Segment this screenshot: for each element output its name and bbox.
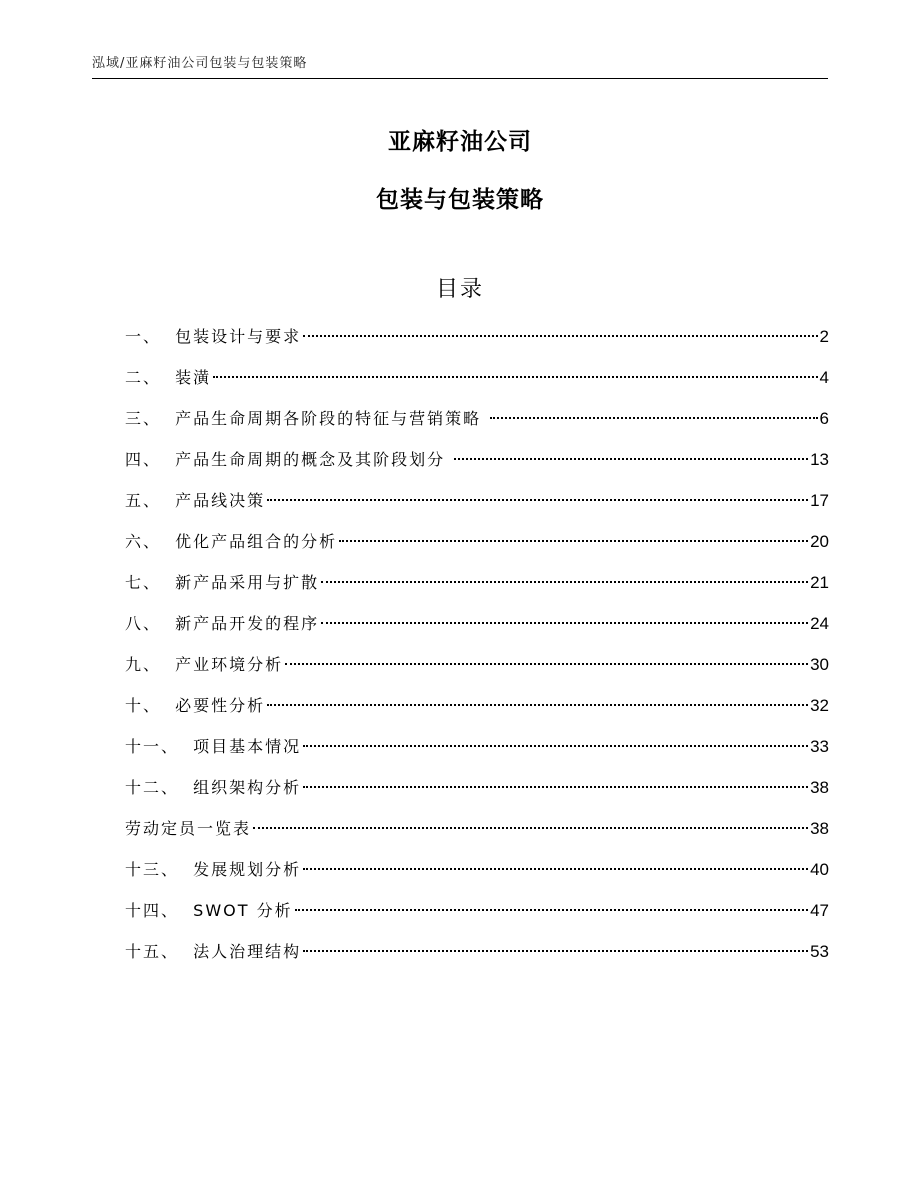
running-header: 泓域/亚麻籽油公司包装与包装策略 bbox=[92, 56, 308, 71]
toc-leader-dots bbox=[321, 581, 808, 583]
toc-entry-2[interactable] bbox=[125, 363, 829, 404]
toc-entry-label: 五、 产品线决策 bbox=[125, 491, 266, 510]
toc-entry-page: 53 bbox=[810, 942, 829, 961]
toc-entry-15[interactable] bbox=[125, 896, 829, 937]
toc-entry-page: 33 bbox=[810, 737, 829, 756]
toc-entry-page: 24 bbox=[810, 614, 829, 633]
toc-entry-9[interactable] bbox=[125, 650, 829, 691]
toc-entry-page: 2 bbox=[819, 327, 829, 346]
toc-leader-dots bbox=[213, 376, 817, 378]
toc-entry-label: 六、 优化产品组合的分析 bbox=[125, 532, 338, 551]
toc-entry-8[interactable] bbox=[125, 609, 829, 650]
toc-entry-label: 十三、 发展规划分析 bbox=[125, 860, 302, 879]
toc-entry-label: 八、 新产品开发的程序 bbox=[125, 614, 320, 633]
toc-entry-page: 40 bbox=[810, 860, 829, 879]
toc-leader-dots bbox=[454, 458, 808, 460]
toc-leader-dots bbox=[253, 827, 808, 829]
toc-leader-dots bbox=[285, 663, 808, 665]
toc-entry-page: 47 bbox=[810, 901, 829, 920]
toc-entry-page: 21 bbox=[810, 573, 829, 592]
toc-entry-page: 13 bbox=[810, 450, 829, 469]
toc-leader-dots bbox=[303, 786, 808, 788]
toc-entry-7[interactable] bbox=[125, 568, 829, 609]
toc-leader-dots bbox=[490, 417, 817, 419]
toc-entry-page: 17 bbox=[810, 491, 829, 510]
toc-leader-dots bbox=[321, 622, 808, 624]
toc-heading: 目录 bbox=[435, 277, 484, 302]
document-subtitle: 包装与包装策略 bbox=[376, 187, 544, 213]
toc-entry-page: 6 bbox=[819, 409, 829, 428]
toc-entry-page: 30 bbox=[810, 655, 829, 674]
toc-entry-12[interactable] bbox=[125, 773, 829, 814]
toc-entry-11[interactable] bbox=[125, 732, 829, 773]
toc-leader-dots bbox=[267, 499, 808, 501]
toc-entry-label: 一、 包装设计与要求 bbox=[125, 327, 302, 346]
table-of-contents bbox=[125, 322, 829, 978]
toc-entry-page: 20 bbox=[810, 532, 829, 551]
toc-entry-3[interactable] bbox=[125, 404, 829, 445]
toc-entry-14[interactable] bbox=[125, 855, 829, 896]
toc-leader-dots bbox=[303, 868, 808, 870]
toc-entry-page: 4 bbox=[819, 368, 829, 387]
toc-leader-dots bbox=[303, 745, 808, 747]
toc-leader-dots bbox=[303, 950, 808, 952]
toc-entry-label: 劳动定员一览表 bbox=[125, 819, 252, 838]
toc-leader-dots bbox=[339, 540, 808, 542]
toc-entry-label: 三、 产品生命周期各阶段的特征与营销策略 bbox=[125, 409, 489, 428]
toc-entry-16[interactable] bbox=[125, 937, 829, 978]
toc-leader-dots bbox=[267, 704, 808, 706]
toc-entry-label: 七、 新产品采用与扩散 bbox=[125, 573, 320, 592]
toc-entry-label: 二、 装潢 bbox=[125, 368, 212, 387]
header-rule bbox=[92, 78, 828, 79]
toc-entry-label: 十一、 项目基本情况 bbox=[125, 737, 302, 756]
toc-leader-dots bbox=[295, 909, 808, 911]
toc-entry-5[interactable] bbox=[125, 486, 829, 527]
toc-entry-label: 十五、 法人治理结构 bbox=[125, 942, 302, 961]
toc-entry-13[interactable] bbox=[125, 814, 829, 855]
toc-entry-label: 四、 产品生命周期的概念及其阶段划分 bbox=[125, 450, 453, 469]
toc-entry-page: 38 bbox=[810, 778, 829, 797]
toc-entry-page: 32 bbox=[810, 696, 829, 715]
toc-leader-dots bbox=[303, 335, 817, 337]
toc-entry-1[interactable] bbox=[125, 322, 829, 363]
toc-entry-10[interactable] bbox=[125, 691, 829, 732]
toc-entry-label: 九、 产业环境分析 bbox=[125, 655, 284, 674]
toc-entry-6[interactable] bbox=[125, 527, 829, 568]
document-title: 亚麻籽油公司 bbox=[388, 129, 532, 155]
toc-entry-label: 十二、 组织架构分析 bbox=[125, 778, 302, 797]
toc-entry-page: 38 bbox=[810, 819, 829, 838]
toc-entry-label: 十、 必要性分析 bbox=[125, 696, 266, 715]
toc-entry-4[interactable] bbox=[125, 445, 829, 486]
toc-entry-label: 十四、 SWOT 分析 bbox=[125, 901, 293, 920]
